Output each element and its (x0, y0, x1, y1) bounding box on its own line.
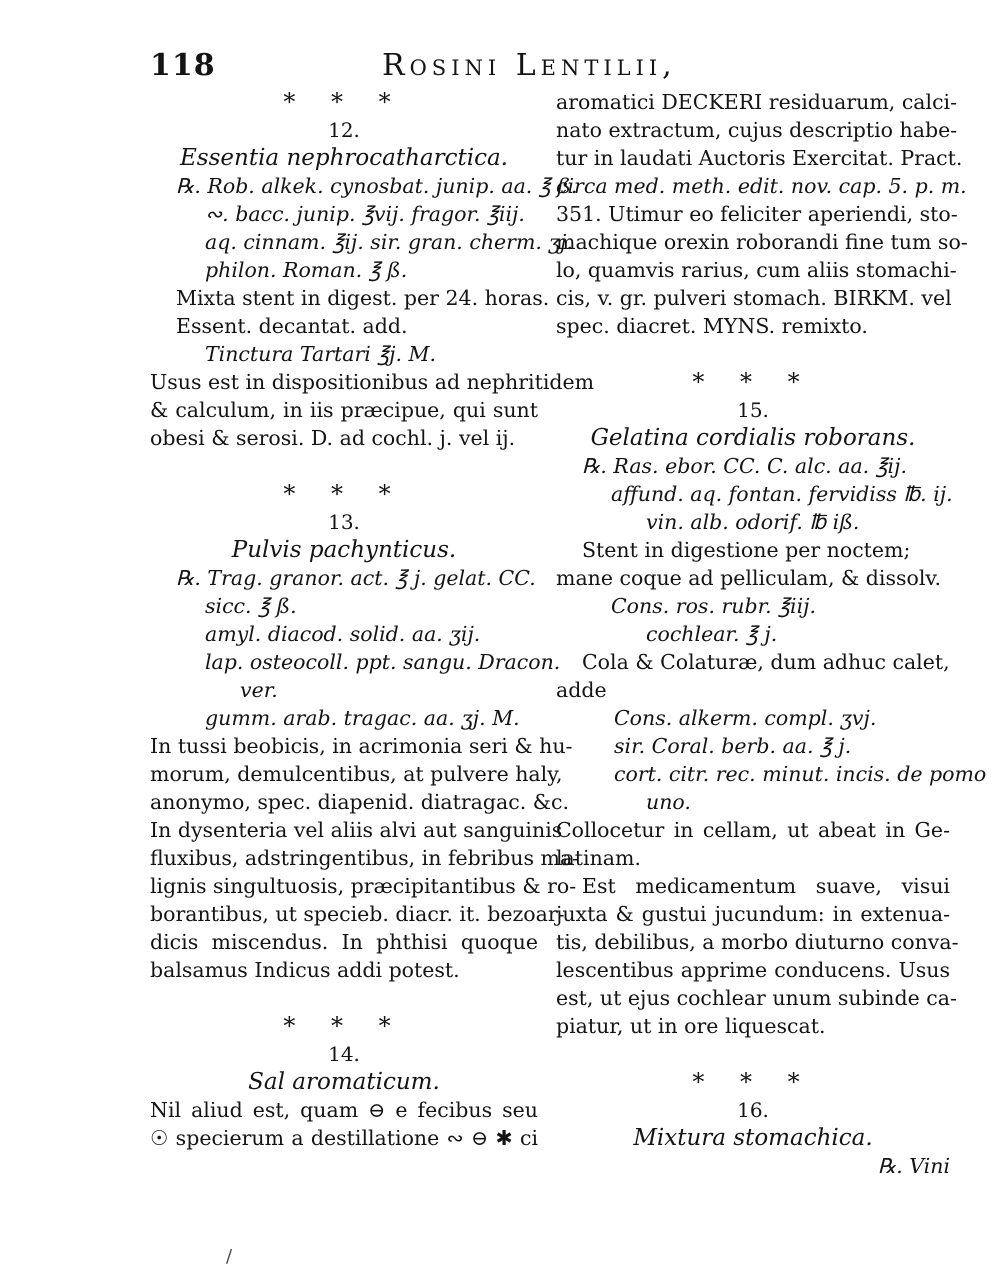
recipe-line: uno. (646, 790, 691, 814)
text-line: 351. Utimur eo feliciter aperiendi, sto- (556, 202, 958, 226)
recipe-line: sicc. ℥ ß. (205, 594, 297, 618)
text-line: piatur, ut in ore liquescat. (556, 1014, 826, 1038)
recipe-line: vin. alb. odorif. ℔ iß. (646, 510, 860, 534)
section-ornament: * * * (283, 88, 405, 116)
text-line: fluxibus, adstringentibus, in febribus ma- (150, 846, 580, 870)
text-line: tis, debilibus, a morbo diuturno conva- (556, 930, 959, 954)
text-line: aromatici DECKERI residuarum, calci- (556, 90, 958, 114)
section-number: 15. (737, 398, 769, 422)
recipe-line: ℞. Ras. ebor. CC. C. alc. aa. ℥ij. (582, 454, 907, 478)
recipe-line: gumm. arab. tragac. aa. ʒj. M. (205, 706, 520, 730)
text-line: borantibus, ut specieb. diacr. it. bezoar- (150, 902, 565, 926)
recipe-line: Tinctura Tartari ℥j. M. (205, 342, 437, 366)
text-line: Collocetur in cellam, ut abeat in Ge- (556, 818, 950, 842)
stray-mark: / (226, 1246, 233, 1267)
running-head: Rosini Lentilii, (382, 48, 677, 83)
recipe-line: sir. Coral. berb. aa. ℥ j. (614, 734, 852, 758)
text-line: Mixta stent in digest. per 24. horas. (176, 286, 550, 310)
section-ornament: * * * (692, 368, 814, 396)
section-ornament: * * * (692, 1068, 814, 1096)
text-line: latinam. (556, 846, 641, 870)
recipe-line: ver. (240, 678, 278, 702)
section-number: 12. (328, 118, 360, 142)
text-line: morum, demulcentibus, at pulvere haly, (150, 762, 563, 786)
section-ornament: * * * (283, 1012, 405, 1040)
recipe-line: affund. aq. fontan. fervidiss ℔. ij. (611, 482, 953, 506)
section-ornament: * * * (283, 480, 405, 508)
text-line: Nil aliud est, quam ⊖ e fecibus seu (150, 1098, 538, 1122)
text-line: Est medicamentum suave, visui (582, 874, 950, 898)
page-header (150, 48, 950, 88)
text-line: & calculum, in iis præcipue, qui sunt (150, 398, 538, 422)
text-line: In dysenteria vel aliis alvi aut sanguinis (150, 818, 563, 842)
recipe-line: ℞. Trag. granor. act. ℥ j. gelat. CC. (176, 566, 536, 590)
recipe-line: Cons. alkerm. compl. ʒvj. (614, 706, 877, 730)
recipe-title: Pulvis pachynticus. (231, 537, 457, 563)
text-line: lo, quamvis rarius, cum aliis stomachi- (556, 258, 957, 282)
text-line: anonymo, spec. diapenid. diatragac. &c. (150, 790, 569, 814)
spacer (150, 984, 538, 1012)
page-number: 118 (150, 48, 216, 83)
text-line: balsamus Indicus addi potest. (150, 958, 460, 982)
recipe-title: Essentia nephrocatharctica. (180, 145, 508, 171)
recipe-line: philon. Roman. ℥ ß. (205, 258, 408, 282)
text-line: ☉ specierum a destillatione ∾ ⊖ ✱ ci (150, 1126, 538, 1150)
recipe-line: Cons. ros. rubr. ℥iij. (611, 594, 817, 618)
text-line: tur in laudati Auctoris Exercitat. Pract. (556, 146, 963, 170)
spacer (556, 1040, 950, 1068)
text-line: lescentibus apprime conducens. Usus (556, 958, 950, 982)
section-number: 14. (328, 1042, 360, 1066)
text-line: Essent. decantat. add. (176, 314, 408, 338)
text-line: est, ut ejus cochlear unum subinde ca- (556, 986, 957, 1010)
text-line: dicis miscendus. In phthisi quoque (150, 930, 538, 954)
text-line: obesi & serosi. D. ad cochl. j. vel ij. (150, 426, 516, 450)
text-line: adde (556, 678, 607, 702)
text-line: cis, v. gr. pulveri stomach. BIRKM. vel (556, 286, 952, 310)
recipe-line: ℞. Rob. alkek. cynosbat. junip. aa. ℥ ß. (176, 174, 578, 198)
text-line: In tussi beobicis, in acrimonia seri & hu- (150, 734, 573, 758)
text-line: nato extractum, cujus descriptio habe- (556, 118, 958, 142)
recipe-line: aq. cinnam. ℥ij. sir. gran. cherm. ʒj. (205, 230, 573, 254)
text-line: juxta & gustui jucundum: in extenua- (556, 902, 950, 926)
recipe-title: Mixtura stomachica. (633, 1125, 873, 1151)
text-line: circa med. meth. edit. nov. cap. 5. p. m. (556, 174, 967, 198)
catchword: ℞. Vini (877, 1154, 950, 1178)
recipe-line: lap. osteocoll. ppt. sangu. Dracon. (205, 650, 561, 674)
section-number: 13. (328, 510, 360, 534)
text-line: spec. diacret. MYNS. remixto. (556, 314, 868, 338)
recipe-title: Sal aromaticum. (248, 1069, 440, 1095)
spacer (556, 340, 950, 368)
text-line: mane coque ad pelliculam, & dissolv. (556, 566, 942, 590)
recipe-line: cochlear. ℥ j. (646, 622, 778, 646)
recipe-title: Gelatina cordialis roborans. (590, 425, 916, 451)
section-number: 16. (737, 1098, 769, 1122)
spacer (150, 452, 538, 480)
recipe-line: cort. citr. rec. minut. incis. de pomo (614, 762, 987, 786)
text-line: lignis singultuosis, præcipitantibus & ro- (150, 874, 577, 898)
recipe-line: ∾. bacc. junip. ℥vij. fragor. ℥iij. (205, 202, 525, 226)
text-line: Cola & Colaturæ, dum adhuc calet, (582, 650, 950, 674)
text-line: machique orexin roborandi fine tum so- (556, 230, 968, 254)
right-column (556, 88, 987, 1180)
recipe-line: amyl. diacod. solid. aa. ʒij. (205, 622, 481, 646)
text-line: Stent in digestione per noctem; (582, 538, 911, 562)
text-line: Usus est in dispositionibus ad nephritidem (150, 370, 595, 394)
